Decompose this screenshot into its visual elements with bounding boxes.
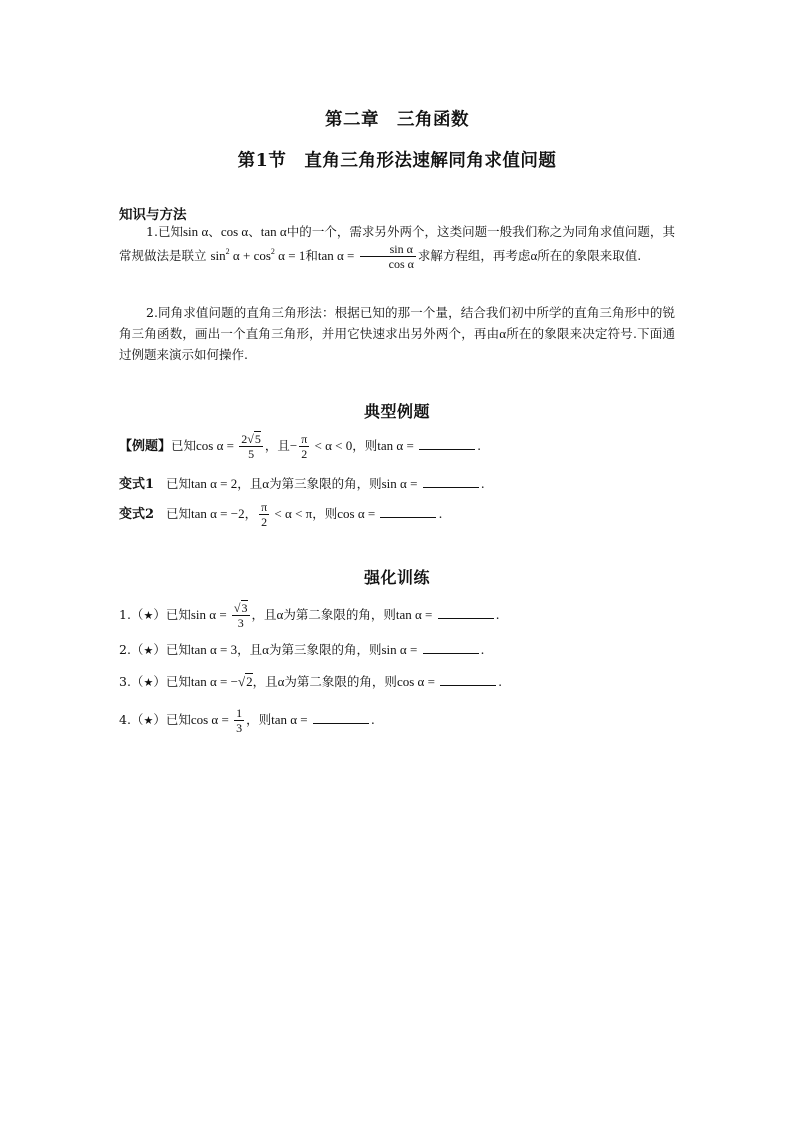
q1-tan-eq: tan α =	[395, 607, 436, 622]
q3-close: ）	[153, 674, 166, 689]
q1-fraction	[232, 601, 250, 630]
q3-value: tan α = −	[190, 674, 238, 689]
math-tan-eq: tan α =	[317, 248, 358, 263]
example-num-coef: 2	[241, 432, 248, 446]
variant-2-label: 变式2	[119, 507, 155, 522]
q3-rad: 2	[246, 674, 253, 689]
tan-fraction	[360, 242, 416, 271]
v2-text-a: 已知	[165, 506, 191, 521]
q2-close: ）	[153, 642, 166, 657]
sin-word: sin	[210, 248, 226, 263]
star-icon: ★	[143, 609, 154, 622]
p1-sep-1: 、	[208, 224, 221, 239]
knowledge-heading: 知识与方法	[119, 207, 187, 223]
q2-text-b: ，且	[237, 642, 263, 657]
period: .	[477, 438, 482, 453]
q2-num: 2.（	[119, 642, 144, 657]
answer-blank[interactable]	[423, 642, 479, 654]
q1-frac-num: √3	[233, 601, 248, 615]
q1-rad: 3	[241, 601, 248, 615]
period: .	[480, 642, 485, 657]
example-cos-eq: cos α =	[196, 438, 238, 453]
q2-value: tan α = 3	[190, 642, 238, 657]
practice-q1	[119, 601, 500, 630]
p2-text-b: 所在的象限来决定符号.下面通过例题来演示如何操作.	[119, 326, 675, 362]
p1-text-b: 中的一个，需求另外两个，这类问题一般我们称之为同角求值问题，其常规做法是联立	[119, 224, 675, 263]
example-fraction	[239, 432, 263, 461]
period: .	[370, 712, 375, 727]
pythag-end: α = 1	[274, 248, 306, 263]
math-cos: cos α	[220, 224, 249, 239]
v1-text-a: 已知	[165, 476, 191, 491]
p1-sep-2: 、	[248, 224, 261, 239]
q4-tan-eq: tan α =	[271, 712, 311, 727]
q4-close: ）	[153, 712, 166, 727]
q2-text-c: 为第三象限的角，则	[268, 642, 382, 657]
example-main	[119, 432, 481, 461]
p2-text-a: 2.同角求值问题的直角三角形法：根据已知的那一个量，结合我们初中所学的直角三角形中的锐角三角函数，画出一个直角三角形，并用它快速求出另外两个，再由	[119, 305, 675, 341]
q3-radical: √2	[237, 674, 253, 689]
chapter-title: 第二章 三角函数	[325, 110, 469, 130]
q1-num: 1.（	[119, 607, 144, 622]
v1-value: tan α = 2	[190, 476, 238, 491]
sup-2b: 2	[270, 247, 275, 256]
variant-2	[119, 500, 442, 529]
p1-text-c: 和	[305, 248, 318, 263]
q1-text-a: 已知	[165, 607, 191, 622]
example-frac-den: 5	[248, 447, 255, 461]
q1-den: 3	[237, 616, 244, 630]
answer-blank[interactable]	[438, 607, 494, 619]
example-tan-eq: tan α =	[377, 438, 418, 453]
q3-cos-eq: cos α =	[396, 674, 439, 689]
star-icon: ★	[143, 714, 154, 727]
q1-close: ）	[153, 607, 166, 622]
sup-2a: 2	[225, 247, 230, 256]
p1-text-e: 所在的象限来取值.	[537, 248, 642, 263]
p1-text-a: 1.已知	[146, 224, 183, 239]
example-tail: < α < 0	[311, 438, 353, 453]
examples-heading: 典型例题	[363, 402, 430, 421]
q1-text-b: ，且	[251, 607, 277, 622]
example-text-a: 已知	[171, 438, 197, 453]
q4-num-1: 1	[236, 706, 243, 720]
frac-num-sin: sin α	[360, 242, 416, 257]
v2-pi-frac	[259, 500, 269, 529]
q4-cos-eq: cos α =	[190, 712, 233, 727]
answer-blank[interactable]	[380, 506, 436, 518]
v1-alpha: α	[262, 476, 270, 491]
period: .	[438, 506, 443, 521]
answer-blank[interactable]	[440, 674, 496, 686]
practice-heading: 强化训练	[363, 568, 430, 587]
q4-text-b: ，则	[246, 712, 272, 727]
v2-text-b: ，	[244, 506, 258, 521]
period: .	[480, 476, 485, 491]
knowledge-paragraph-1	[119, 221, 675, 271]
example-frac-num: 2√5	[241, 432, 261, 446]
q3-text-c: 为第二象限的角，则	[284, 674, 397, 689]
period: .	[495, 607, 500, 622]
q1-sin-eq: sin α =	[190, 607, 230, 622]
q4-fraction	[234, 706, 244, 735]
example-num-rad: 5	[254, 432, 261, 446]
v2-value: tan α = −2	[190, 506, 245, 521]
q2-sin-eq: sin α =	[381, 642, 421, 657]
star-icon: ★	[143, 644, 154, 657]
q3-alpha: α	[277, 674, 285, 689]
practice-q4	[119, 706, 375, 735]
math-tan: tan α	[260, 224, 287, 239]
q2-text-a: 已知	[165, 642, 191, 657]
pythag-mid: α +	[229, 248, 254, 263]
example-text-b: ，且	[264, 438, 290, 453]
v1-text-c: 为第三象限的角，则	[269, 476, 382, 491]
v1-text-b: ，且	[237, 476, 263, 491]
q1-text-c: 为第二象限的角，则	[283, 607, 396, 622]
variant-1-label: 变式1	[119, 477, 155, 492]
v2-text-c: ，则	[312, 506, 338, 521]
example-text-c: ，则	[352, 438, 378, 453]
math-sin: sin α	[183, 224, 209, 239]
star-icon: ★	[143, 676, 154, 689]
pi-den: 2	[301, 447, 308, 461]
q4-den-3: 3	[236, 721, 243, 735]
v2-range: < α < π	[271, 506, 313, 521]
frac-den-cos: cos α	[388, 257, 414, 271]
v2-cos-eq: cos α =	[337, 506, 379, 521]
math-alpha-2: α	[499, 326, 507, 341]
period: .	[498, 674, 503, 689]
q3-text-a: 已知	[165, 674, 191, 689]
math-pythag-identity	[211, 248, 306, 263]
example-pi-frac	[299, 432, 309, 461]
q3-num: 3.（	[119, 674, 144, 689]
math-alpha: α	[530, 248, 538, 263]
q4-num: 4.（	[119, 712, 144, 727]
practice-q3	[119, 672, 502, 690]
answer-blank[interactable]	[313, 712, 369, 724]
q4-text-a: 已知	[165, 712, 191, 727]
v1-sin-eq: sin α =	[381, 476, 421, 491]
pi-num: π	[301, 432, 308, 446]
answer-blank[interactable]	[419, 438, 475, 450]
p1-text-d: 求解方程组，再考虑	[417, 248, 531, 263]
example-label: 【例题】	[119, 439, 172, 454]
cos-word: cos	[253, 248, 271, 263]
q1-alpha: α	[276, 607, 284, 622]
q3-text-b: ，且	[252, 674, 278, 689]
answer-blank[interactable]	[423, 476, 479, 488]
knowledge-paragraph-2	[119, 302, 675, 365]
section-title: 第1节 直角三角形法速解同角求值问题	[237, 151, 557, 171]
v2-pi-num: π	[261, 500, 268, 514]
variant-1	[119, 473, 485, 492]
example-minus: −	[289, 438, 298, 453]
q2-alpha: α	[262, 642, 269, 657]
v2-pi-den: 2	[261, 515, 268, 529]
practice-q2	[119, 640, 485, 658]
